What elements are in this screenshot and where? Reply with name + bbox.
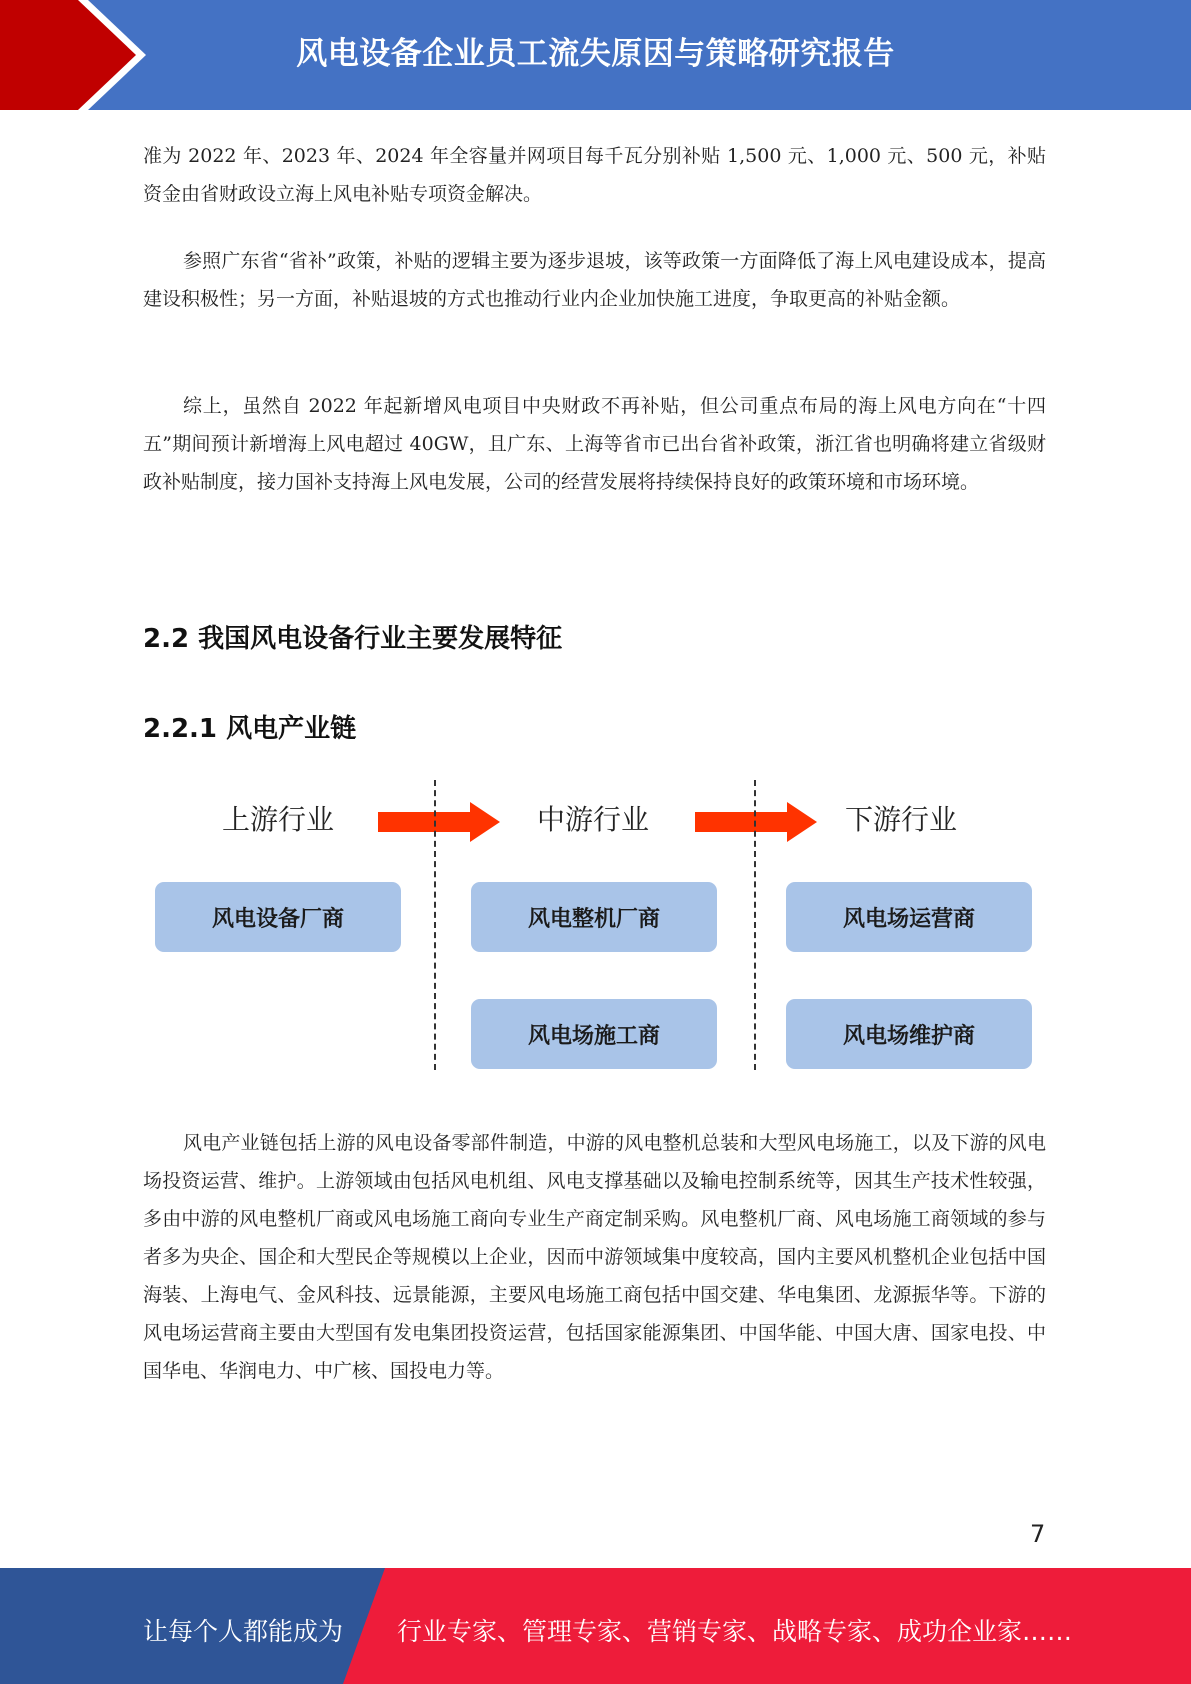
box-equipment-maker: 风电设备厂商 xyxy=(155,882,401,952)
page-header xyxy=(0,0,1191,110)
box-operator: 风电场运营商 xyxy=(786,882,1032,952)
paragraph-guangdong-policy xyxy=(143,242,1046,318)
stage-label-downstream: 下游行业 xyxy=(844,803,957,836)
footer-slogan-right: 行业专家、管理专家、营销专家、战略专家、成功企业家…… xyxy=(397,1617,1073,1646)
body-text: 综上，虽然自 2022 年起新增风电项目中央财政不再补贴，但公司重点布局的海上风电方向在“十四五”期间预计新增海上风电超过 40GW，且广东、上海等省市已出台省补政策，浙江省也明确将建立省级财政补贴制度，接力国补支持海上风电发展，公司的经营发展将持续保持良好的政策环境和市场环境。 xyxy=(143,395,1046,493)
box-maintenance: 风电场维护商 xyxy=(786,999,1032,1069)
stage-label-midstream: 中游行业 xyxy=(536,803,649,836)
body-text: 参照广东省“省补”政策，补贴的逻辑主要为逐步退坡，该等政策一方面降低了海上风电建设成本，提高建设积极性；另一方面，补贴退坡的方式也推动行业内企业加快施工进度，争取更高的补贴金额。 xyxy=(143,250,1046,310)
stage-label-upstream: 上游行业 xyxy=(221,803,334,836)
subsection-heading: 2.2.1 风电产业链 xyxy=(143,714,357,744)
footer-slogan-left: 让每个人都能成为 xyxy=(143,1617,344,1646)
paragraph-summary xyxy=(143,387,1046,501)
paragraph-industry-chain xyxy=(143,1124,1046,1390)
paragraph-subsidy xyxy=(143,137,1046,213)
section-heading: 2.2 我国风电设备行业主要发展特征 xyxy=(143,624,563,654)
page-number: 7 xyxy=(1030,1520,1046,1548)
dashed-divider xyxy=(434,780,436,1070)
arrow-right-icon xyxy=(695,802,817,842)
dashed-divider xyxy=(754,780,756,1070)
box-construction: 风电场施工商 xyxy=(471,999,717,1069)
body-text: 风电产业链包括上游的风电设备零部件制造，中游的风电整机总装和大型风电场施工，以及下游的风电场投资运营、维护。上游领域由包括风电机组、风电支撑基础以及输电控制系统等，因其生产技术性较强，多由中游的风电整机厂商或风电场施工商向专业生产商定制采购。风电整机厂商、风电场施工商领域的参与者多为央企、国企和大型民企等规模以上企业，因而中游领域集中度较高，国内主要风机整机企业包括中国海装、上海电气、金风科技、远景能源，主要风电场施工商包括中国交建、华电集团、龙源振华等。下游的风电场运营商主要由大型国有发电集团投资运营，包括国家能源集团、中国华能、中国大唐、国家电投、中国华电、华润电力、中广核、国投电力等。 xyxy=(143,1132,1046,1382)
document-title: 风电设备企业员工流失原因与策略研究报告 xyxy=(296,36,895,72)
arrow-right-icon xyxy=(378,802,500,842)
industry-chain-diagram xyxy=(143,780,1046,1080)
box-turbine-maker: 风电整机厂商 xyxy=(471,882,717,952)
body-text: 准为 2022 年、2023 年、2024 年全容量并网项目每千瓦分别补贴 1,500 元、1,000 元、500 元，补贴资金由省财政设立海上风电补贴专项资金解决。 xyxy=(143,145,1046,205)
page-footer xyxy=(0,1568,1191,1684)
